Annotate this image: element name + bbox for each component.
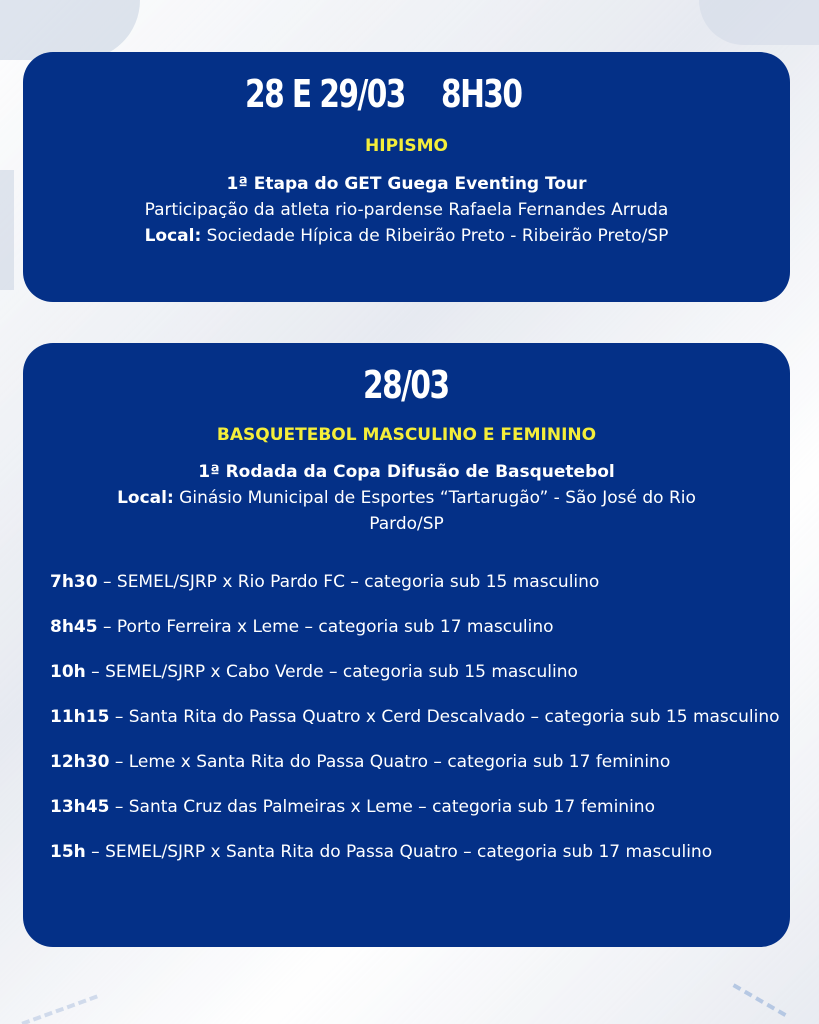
list-item bbox=[50, 840, 780, 865]
event-description: Participação da atleta rio-pardense Rafaela Fernandes Arruda bbox=[144, 200, 669, 220]
event-details bbox=[23, 171, 790, 249]
game-time: 12h30 bbox=[50, 752, 110, 772]
location-value: Sociedade Hípica de Ribeirão Preto - Ribeirão Preto/SP bbox=[201, 226, 669, 246]
game-time: 8h45 bbox=[50, 617, 98, 637]
event-title: 1ª Rodada da Copa Difusão de Basquetebol bbox=[198, 462, 615, 482]
event-date: 28/03 bbox=[363, 363, 449, 407]
list-item bbox=[50, 705, 780, 730]
game-time: 7h30 bbox=[50, 572, 98, 592]
background-decoration bbox=[21, 995, 98, 1024]
location-value: Ginásio Municipal de Esportes “Tartarugão” - São José do Rio Pardo/SP bbox=[173, 488, 696, 534]
event-card-basquetebol bbox=[23, 343, 790, 947]
game-description: – Santa Rita do Passa Quatro x Cerd Descalvado – categoria sub 15 masculino bbox=[109, 707, 780, 727]
event-card-hipismo bbox=[23, 52, 790, 302]
event-location bbox=[83, 485, 730, 537]
list-item bbox=[50, 570, 780, 595]
game-description: – Santa Cruz das Palmeiras x Leme – categoria sub 17 feminino bbox=[109, 797, 655, 817]
list-item bbox=[50, 750, 780, 775]
list-item bbox=[50, 795, 780, 820]
location-label: Local: bbox=[117, 488, 174, 508]
background-decoration bbox=[0, 170, 14, 290]
game-description: – SEMEL/SJRP x Santa Rita do Passa Quatro – categoria sub 17 masculino bbox=[85, 842, 713, 862]
event-details bbox=[23, 459, 790, 537]
background-decoration bbox=[0, 0, 140, 60]
list-item bbox=[50, 615, 780, 640]
background-decoration bbox=[732, 983, 787, 1018]
event-time: 8H30 bbox=[441, 72, 522, 116]
location-label: Local: bbox=[144, 226, 202, 246]
sport-title: BASQUETEBOL MASCULINO E FEMININO bbox=[216, 425, 597, 445]
game-description: – Leme x Santa Rita do Passa Quatro – categoria sub 17 feminino bbox=[109, 752, 671, 772]
list-item bbox=[50, 660, 780, 685]
game-description: – Porto Ferreira x Leme – categoria sub 17 masculino bbox=[97, 617, 554, 637]
game-description: – SEMEL/SJRP x Rio Pardo FC – categoria sub 15 masculino bbox=[97, 572, 600, 592]
game-time: 10h bbox=[50, 662, 86, 682]
background-decoration bbox=[699, 0, 819, 45]
game-time: 15h bbox=[50, 842, 86, 862]
sport-title: HIPISMO bbox=[365, 136, 448, 156]
game-description: – SEMEL/SJRP x Cabo Verde – categoria sub 15 masculino bbox=[85, 662, 578, 682]
event-location bbox=[23, 223, 790, 249]
event-date: 28 E 29/03 bbox=[245, 72, 405, 116]
game-time: 13h45 bbox=[50, 797, 110, 817]
event-title: 1ª Etapa do GET Guega Eventing Tour bbox=[226, 174, 587, 194]
game-time: 11h15 bbox=[50, 707, 110, 727]
games-list bbox=[50, 570, 780, 885]
